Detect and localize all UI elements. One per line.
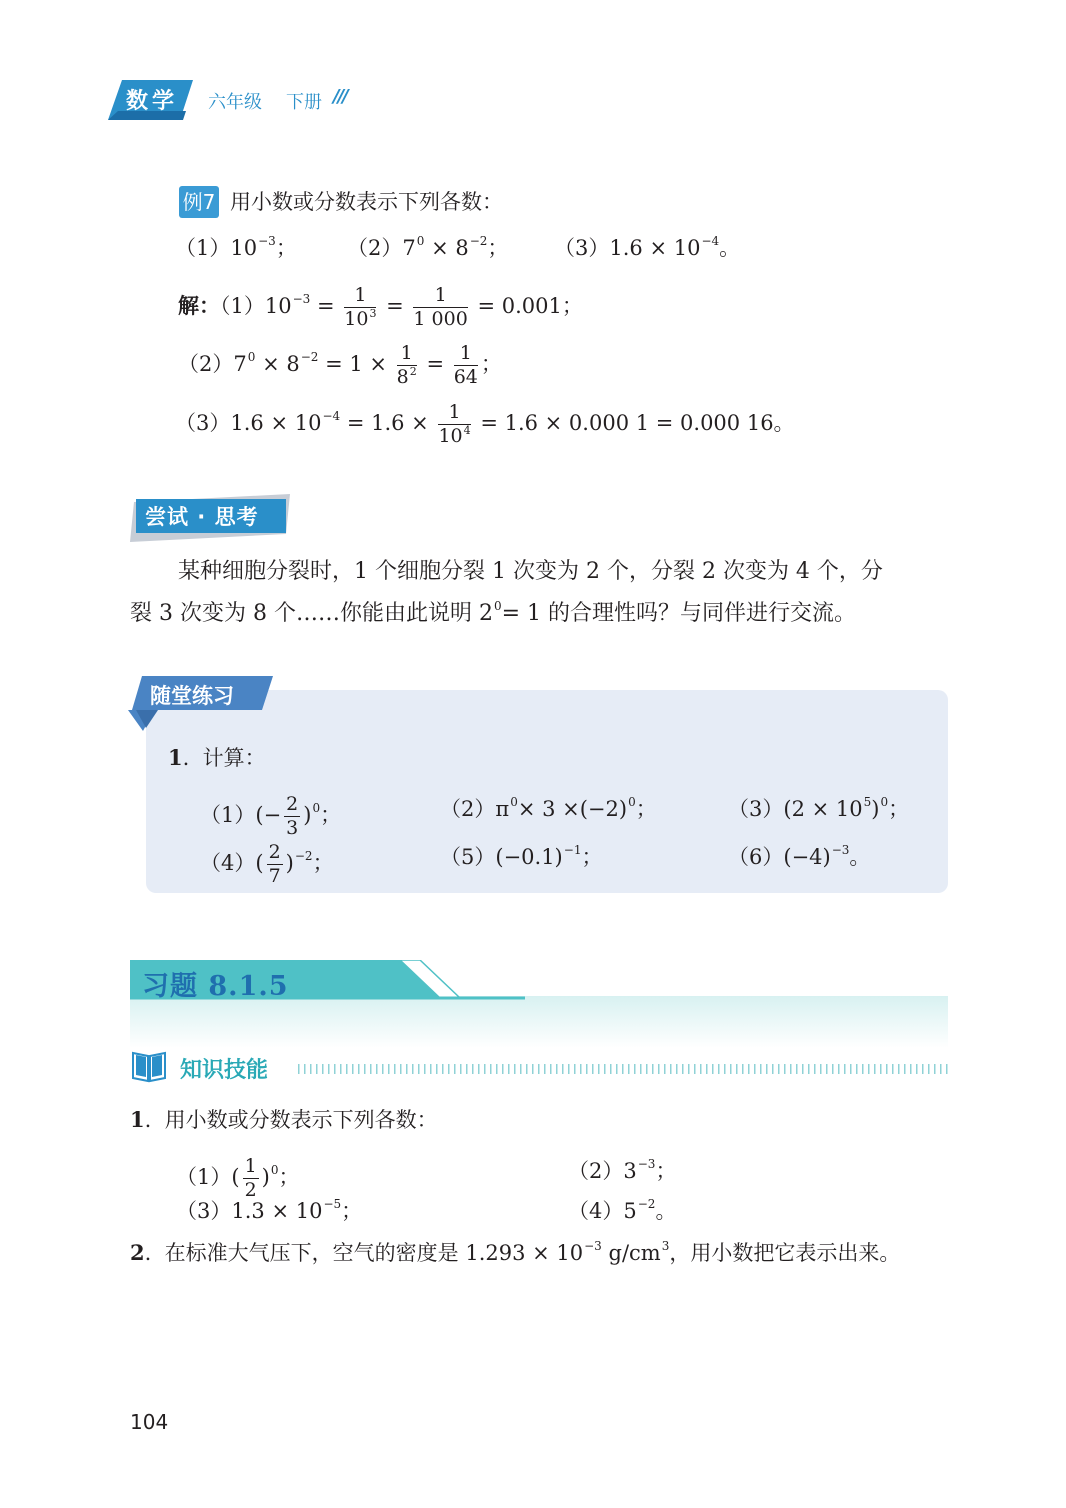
try-think-line-1: 某种细胞分裂时，1 个细胞分裂 1 次变为 2 个，分裂 2 次变为 4 个，分	[178, 559, 883, 584]
practice-problem-1: （1）(− $\frac{2}{3}$ )$^0$；	[200, 793, 342, 839]
solution-line-1: 解：$(1)10^{-3}$ = $\frac{1}{10^3}$ = $\frac{1}{1 000}$ = 0.001；	[178, 284, 583, 330]
exercise-item-4: $(4)5^{-2}$。	[568, 1197, 677, 1223]
header-slashes: ///	[333, 86, 347, 107]
exercise-title: 习题 8.1.5	[142, 971, 289, 1002]
dotted-rule	[298, 1064, 948, 1074]
exercise-item-1: （1）( $\frac{1}{2}$ )$^0$；	[176, 1155, 300, 1201]
practice-problem-2: $(2)\pi^0\times 3 \times(-2)^0$；	[440, 795, 657, 821]
exercise-question-2: 2. 在标准大气压下，空气的密度是 $1.293 \times 10^{-3}$ $g/cm^3$，用小数把它表示出来。	[130, 1239, 901, 1265]
exercise-item-3: $(3)1.3 \times 10^{-5}$；	[176, 1197, 363, 1223]
practice-problem-5: $(5)(-0.1)^{-1}$；	[440, 843, 603, 869]
book-icon	[130, 1049, 168, 1083]
solution-label: 解：	[178, 294, 220, 318]
fraction: $\frac{1}{64}$	[453, 342, 478, 388]
practice-problem-4: （4）( $\frac{2}{7}$ )$^{-2}$；	[200, 841, 334, 887]
knowledge-skills-label: 知识技能	[180, 1058, 269, 1083]
practice-problem-3: $(3)(2 \times 10^5)^0$；	[728, 795, 910, 821]
fraction: $\frac{1}{10^3}$	[344, 284, 377, 330]
practice-title: 随堂练习	[150, 684, 234, 708]
fraction: $\frac{1}{1 000}$	[413, 284, 468, 330]
practice-problem-6: $(6)(-4)^{-3}$。	[728, 843, 871, 869]
exercise-item-2: $(2)3^{-3}$；	[568, 1157, 677, 1183]
example-badge: 例7	[179, 186, 219, 218]
example-prompt: 用小数或分数表示下列各数：	[230, 190, 503, 214]
page-number: 104	[130, 1410, 169, 1434]
grade-label: 六年级	[208, 92, 262, 113]
try-think-line-2: 裂 3 次变为 8 个……你能由此说明 $2^0= 1$ 的合理性吗？与同伴进行交流。	[130, 599, 857, 626]
example-question-1: $(1)10^{-3}$；	[175, 234, 297, 260]
example-question-3: $(3)1.6 \times 10^{-4}$。	[554, 234, 741, 260]
practice-item-1: 1. 计算：	[168, 745, 266, 770]
subject-label: 数学	[126, 89, 179, 114]
solution-line-3: $(3)1.6 \times 10^{-4} = 1.6$ × $\frac{1}{10^4}$ = 1.6 × 0.000 1 = 0.000 16。	[175, 401, 795, 447]
example-question-2: $(2)7^0 \times 8^{-2}$；	[347, 234, 509, 260]
try-think-title: 尝试 · 思考	[145, 505, 259, 529]
volume-label: 下册	[286, 92, 322, 113]
fraction: $\frac{1}{10^4}$	[438, 401, 471, 447]
fraction: $\frac{1}{8^2}$	[396, 342, 417, 388]
exercise-question-1: 1. 用小数或分数表示下列各数：	[130, 1107, 438, 1132]
solution-line-2: $(2)7^0 \times 8^{-2} = 1$ × $\frac{1}{8^2}$ = $\frac{1}{64}$ ；	[178, 342, 502, 388]
